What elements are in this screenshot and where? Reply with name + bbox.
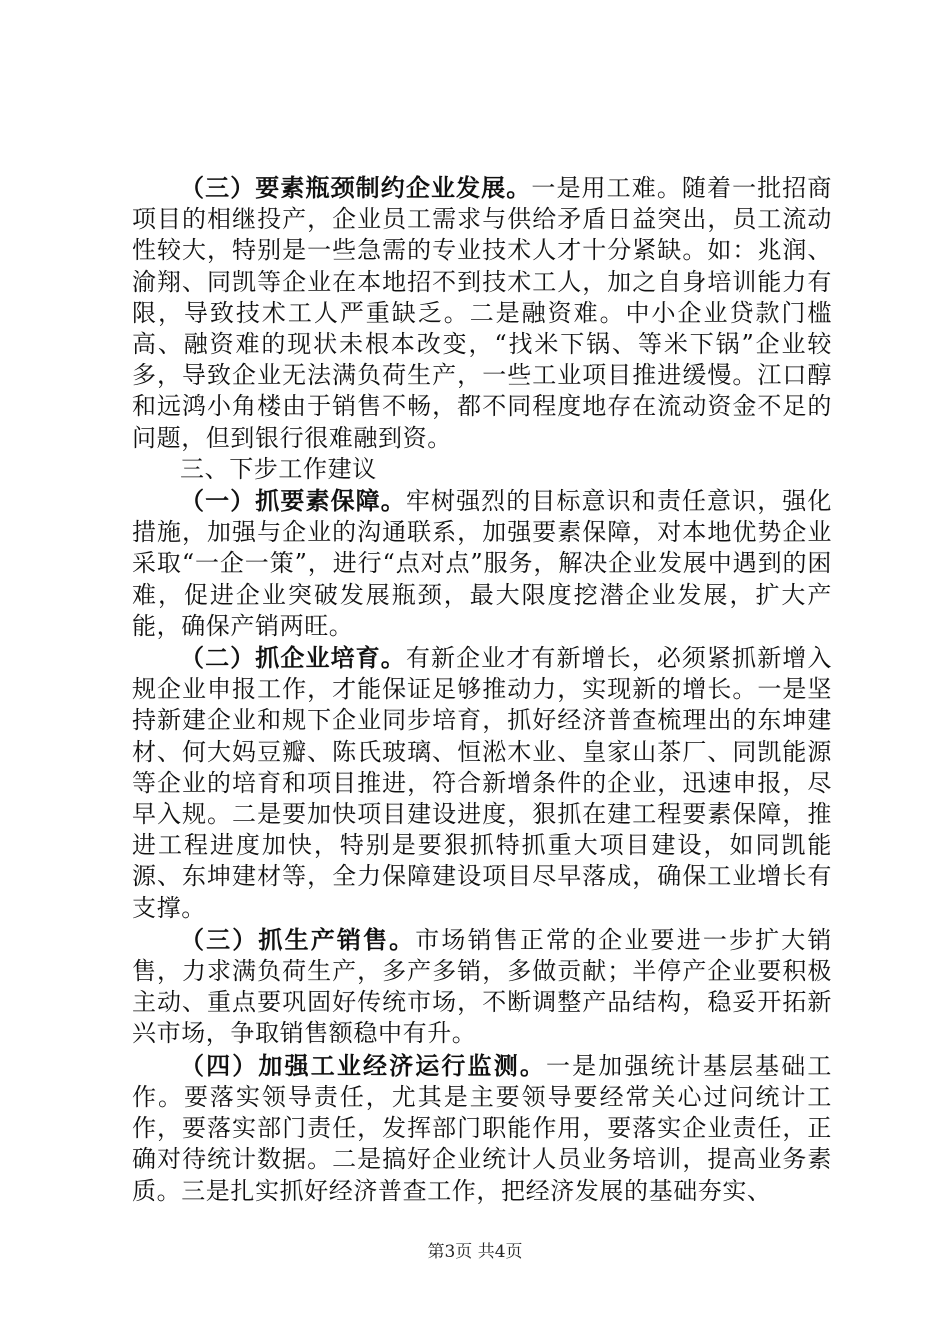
paragraph-lead: （四）加强工业经济运行监测。 [180, 1050, 546, 1080]
page-footer: 第3页 共4页 [427, 1242, 523, 1262]
document-body [132, 172, 832, 1207]
paragraph-text: 一是用工难。随着一批招商项目的相继投产，企业员工需求与供给矛盾日益突出，员工流动性较大，特别是一些急需的专业技术人才十分紧缺。如：兆润、渝翔、同凯等企业在本地招不到技术工人，加之自身培训能力有限，导致技术工人严重缺乏。二是融资难。中小企业贷款门槛高、融资难的现状未根本改变，“找米下锅、等米下锅”企业较多，导致企业无法满负荷生产，一些工业项目推进缓慢。江口醇和远鸿小角楼由于销售不畅，都不同程度地存在流动资金不足的问题，但到银行很难融到资。 [132, 174, 832, 452]
paragraph-factor-bottleneck [132, 172, 832, 454]
paragraph-enterprise-cultivation [132, 642, 832, 924]
section-heading: 三、下步工作建议 [180, 454, 377, 483]
paragraph-production-sales [132, 924, 832, 1050]
paragraph-lead: （三）要素瓶颈制约企业发展。 [180, 173, 532, 202]
paragraph-text: 市场销售正常的企业要进一步扩大销售，力求满负荷生产，多产多销，多做贡献；半停产企业要积极主动、重点要巩固好传统市场，不断调整产品结构，稳妥开拓新兴市场，争取销售额稳中有升。 [132, 925, 832, 1048]
paragraph-monitoring [132, 1050, 832, 1207]
paragraph-lead: （三）抓生产销售。 [180, 924, 416, 954]
paragraph-lead: （一）抓要素保障。 [180, 486, 406, 516]
paragraph-text: 一是加强统计基层基础工作。要落实领导责任，尤其是主要领导要经常关心过问统计工作，要落实部门责任，发挥部门职能作用，要落实企业责任，正确对待统计数据。二是搞好企业统计人员业务培训，提高业务素质。三是扎实抓好经济普查工作，把经济发展的基础夯实、 [132, 1051, 832, 1205]
paragraph-text: 牢树强烈的目标意识和责任意识，强化措施，加强与企业的沟通联系，加强要素保障，对本地优势企业采取“一企一策”，进行“点对点”服务，解决企业发展中遇到的困难，促进企业突破发展瓶颈，最大限度挖潜企业发展，扩大产能，确保产销两旺。 [132, 487, 833, 640]
paragraph-lead: （二）抓企业培育。 [180, 643, 406, 673]
paragraph-text: 有新企业才有新增长，必须紧抓新增入规企业申报工作，才能保证足够推动力，实现新的增长。一是坚持新建企业和规下企业同步培育，抓好经济普查梳理出的东坤建材、何大妈豆瓣、陈氏玻璃、恒淞木业、皇家山茶厂、同凯能源等企业的培育和项目推进，符合新增条件的企业，迅速申报，尽早入规。二是要加快项目建设进度，狠抓在建工程要素保障，推进工程进度加快，特别是要狠抓特抓重大项目建设，如同凯能源、东坤建材等，全力保障建设项目尽早落成，确保工业增长有支撑。 [132, 644, 833, 922]
paragraph-factor-guarantee [132, 485, 832, 642]
